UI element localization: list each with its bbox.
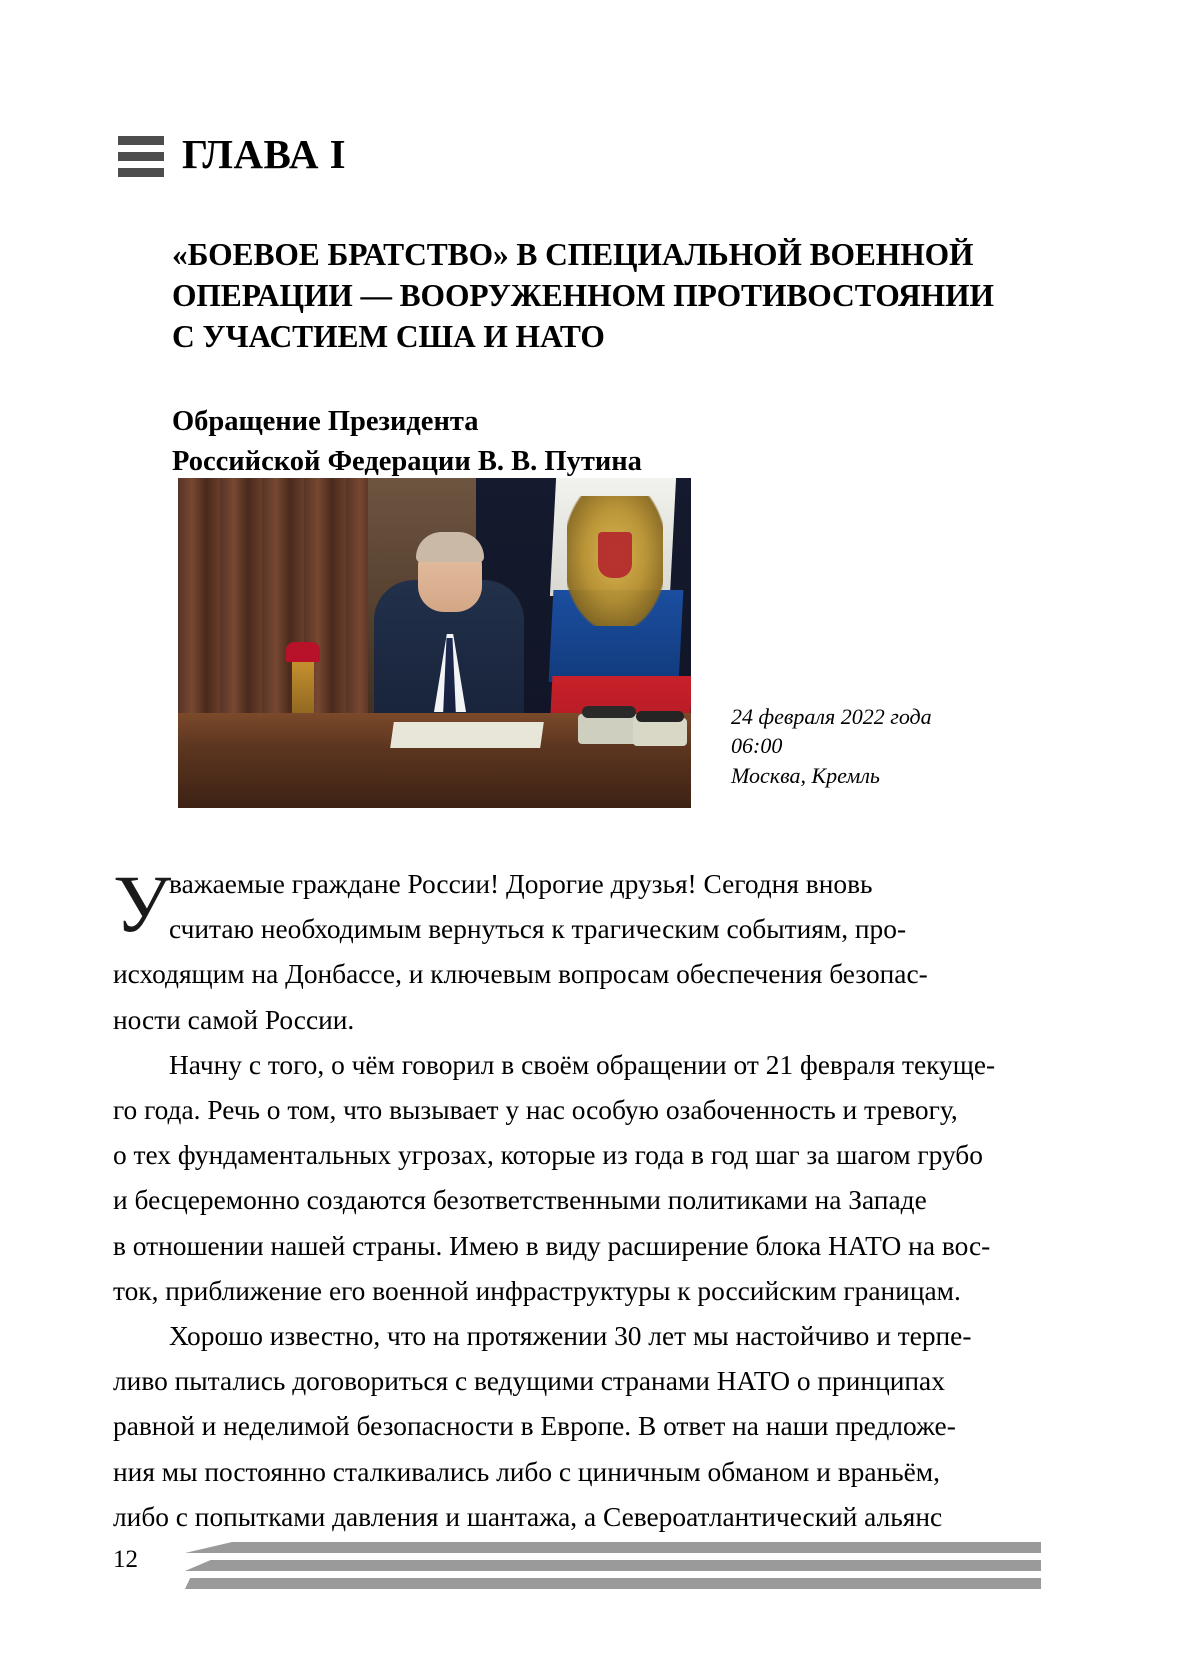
paragraph-2-line-2: го года. Речь о том, что вызывает у нас особую озабоченность и тревогу, (113, 1095, 958, 1126)
section-subtitle-line-1: Обращение Президента (172, 405, 479, 437)
paragraph-1-line-4: ности самой России. (113, 1004, 355, 1035)
page-title-line-3: С УЧАСТИЕМ США И НАТО (172, 318, 605, 354)
paragraph-2-line-5: в отношении нашей страны. Имею в виду расширение блока НАТО на вос- (113, 1230, 991, 1261)
president-photo (178, 478, 691, 808)
page-title (172, 235, 1042, 358)
paragraph-2-line-3: о тех фундаментальных угрозах, которые из года в год шаг за шагом грубо (113, 1140, 983, 1171)
photo-desk-phone-2 (633, 718, 687, 746)
paragraph-2-line-1: Начну с того, о чём говорил в своём обращении от 21 февраля текуще- (169, 1049, 996, 1080)
paragraph-3-line-3: равной и неделимой безопасности в Европе. В ответ на наши предложе- (113, 1411, 956, 1442)
photo-desk-phone-1 (578, 714, 640, 744)
paragraph-2-line-4: и бесцеремонно создаются безответственными политиками на Западе (113, 1185, 927, 1216)
photo-desk-papers (390, 722, 544, 748)
paragraph-2-line-6: ток, приближение его военной инфраструктуры к российским границам. (113, 1275, 961, 1306)
footer-bar-2 (185, 1560, 1041, 1571)
chapter-label: ГЛАВА I (182, 131, 347, 177)
page-footer (113, 1538, 1043, 1598)
footer-bar-1 (185, 1542, 1041, 1553)
body-text (113, 858, 1036, 1540)
caption-date: 24 февраля 2022 года (731, 704, 932, 729)
section-subtitle-line-2: Российской Федерации В. В. Путина (172, 446, 642, 478)
paragraph-3-line-2: ливо пытались договориться с ведущими странами НАТО о принципах (113, 1366, 945, 1397)
photo-desk-lamp (292, 658, 314, 720)
coat-of-arms-icon (567, 496, 663, 626)
hamburger-bars-icon (118, 136, 164, 177)
caption-place: Москва, Кремль (731, 762, 880, 788)
footer-bar-3 (185, 1578, 1041, 1589)
chapter-heading (118, 132, 346, 177)
paragraph-1-line-1: важаемые граждане России! Дорогие друзья! Сегодня вновь (169, 869, 873, 899)
paragraph-1-line-2: считаю необходимым вернуться к трагическим событиям, про- (169, 914, 907, 945)
paragraph-1-line-3: исходящим на Донбассе, и ключевым вопросам обеспечения безопас- (113, 959, 928, 990)
paragraph-3-line-4: ния мы постоянно сталкивались либо с циничным обманом и враньём, (113, 1456, 940, 1487)
drop-cap: У (113, 858, 172, 949)
paragraph-1 (113, 858, 1036, 1043)
photo-caption (731, 702, 961, 790)
page-title-line-2: ОПЕРАЦИИ — ВООРУЖЕННОМ ПРОТИВОСТОЯНИИ (172, 278, 994, 314)
photo-content (178, 478, 691, 808)
photo-figure-hair (416, 532, 484, 562)
page-number: 12 (113, 1546, 138, 1573)
paragraph-3 (113, 1314, 1036, 1540)
footer-ornament (185, 1538, 1041, 1590)
paragraph-3-line-1: Хорошо известно, что на протяжении 30 лет мы настойчиво и терпе- (169, 1321, 972, 1352)
section-subtitle (172, 402, 872, 483)
caption-time: 06:00 (731, 733, 783, 759)
paragraph-3-line-5: либо с попытками давления и шантажа, а Североатлантический альянс (113, 1501, 943, 1532)
page-title-line-1: «БОЕВОЕ БРАТСТВО» В СПЕЦИАЛЬНОЙ ВОЕННОЙ (172, 237, 974, 273)
paragraph-2 (113, 1043, 1036, 1314)
